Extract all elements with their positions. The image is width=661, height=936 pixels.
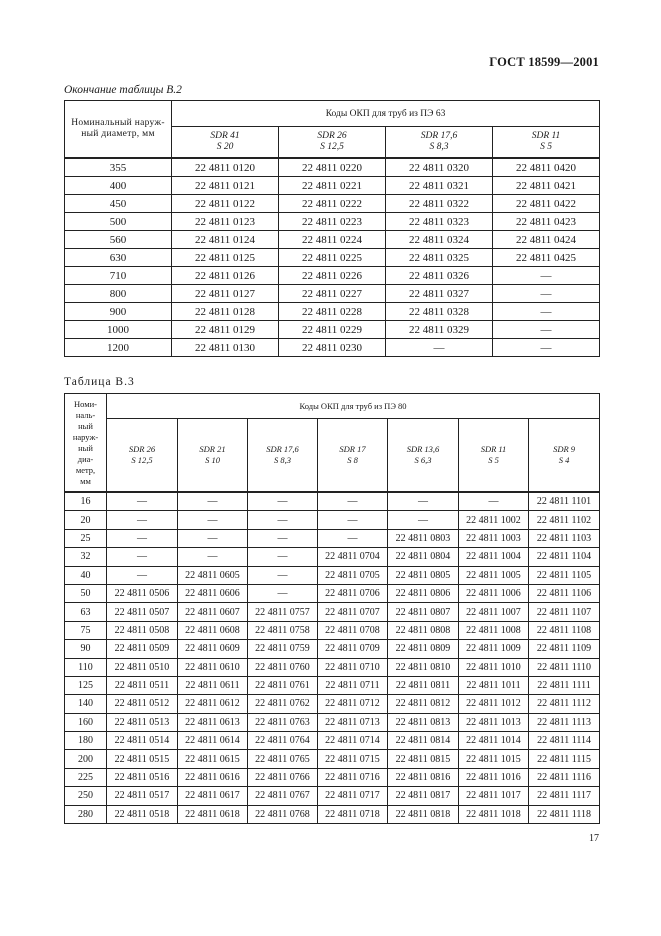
code-cell: 22 4811 0512 (107, 695, 178, 713)
s-label: S 6,3 (414, 455, 432, 465)
code-cell: 22 4811 0764 (248, 732, 318, 750)
code-cell: 22 4811 1005 (459, 566, 529, 584)
code-cell: 22 4811 0766 (248, 768, 318, 786)
code-cell: 22 4811 0758 (248, 621, 318, 639)
code-cell: 22 4811 1016 (459, 768, 529, 786)
table-row (65, 676, 600, 694)
code-cell: 22 4811 0323 (386, 213, 493, 231)
code-cell: 22 4811 0809 (388, 640, 459, 658)
table-row (65, 285, 600, 303)
s-label: S 8,3 (429, 142, 449, 152)
table-row (65, 768, 600, 786)
column-header (493, 127, 600, 159)
code-cell: 22 4811 1101 (529, 492, 600, 511)
code-cell: 22 4811 0515 (107, 750, 178, 768)
code-cell: 22 4811 0816 (388, 768, 459, 786)
code-cell: 22 4811 0617 (178, 787, 248, 805)
diameter-cell: 160 (65, 713, 107, 731)
table-row (65, 303, 600, 321)
diameter-cell: 900 (65, 303, 172, 321)
diameter-cell: 50 (65, 584, 107, 602)
s-label: S 12,5 (320, 142, 344, 152)
code-cell: 22 4811 0606 (178, 584, 248, 602)
code-cell: 22 4811 0324 (386, 231, 493, 249)
code-cell: 22 4811 0222 (279, 195, 386, 213)
code-cell: 22 4811 0761 (248, 676, 318, 694)
code-cell: — (318, 511, 388, 529)
code-cell: 22 4811 0757 (248, 603, 318, 621)
code-cell: 22 4811 0817 (388, 787, 459, 805)
table-row (65, 805, 600, 823)
diameter-cell: 63 (65, 603, 107, 621)
table-row (65, 339, 600, 357)
code-cell: 22 4811 0803 (388, 529, 459, 547)
row-header-line: диа- (77, 453, 94, 464)
code-cell: 22 4811 0517 (107, 787, 178, 805)
diameter-cell: 20 (65, 511, 107, 529)
code-cell: 22 4811 0608 (178, 621, 248, 639)
code-cell: 22 4811 1004 (459, 548, 529, 566)
s-label: S 5 (488, 455, 499, 465)
group-header: Коды ОКП для труб из ПЭ 63 (172, 101, 600, 127)
diameter-cell: 800 (65, 285, 172, 303)
document-header: ГОСТ 18599—2001 (489, 55, 599, 69)
code-cell: 22 4811 1102 (529, 511, 600, 529)
diameter-cell: 200 (65, 750, 107, 768)
code-cell: 22 4811 0614 (178, 732, 248, 750)
code-cell: 22 4811 1013 (459, 713, 529, 731)
sdr-label: SDR 17,6 (420, 131, 458, 141)
code-cell: — (178, 492, 248, 511)
code-cell: 22 4811 1018 (459, 805, 529, 823)
code-cell: 22 4811 1106 (529, 584, 600, 602)
code-cell: — (248, 548, 318, 566)
column-header (386, 127, 493, 159)
code-cell: 22 4811 0128 (172, 303, 279, 321)
code-cell: — (493, 285, 600, 303)
s-label: S 5 (540, 142, 552, 152)
row-header-line: ный (78, 442, 93, 453)
code-cell: 22 4811 0321 (386, 177, 493, 195)
column-header (172, 127, 279, 159)
code-cell: 22 4811 0226 (279, 267, 386, 285)
code-cell: 22 4811 0615 (178, 750, 248, 768)
code-cell: 22 4811 1015 (459, 750, 529, 768)
code-cell: 22 4811 0425 (493, 249, 600, 267)
code-cell: 22 4811 1114 (529, 732, 600, 750)
code-cell: 22 4811 0808 (388, 621, 459, 639)
table-row (65, 267, 600, 285)
table-row (65, 584, 600, 602)
code-cell: 22 4811 1115 (529, 750, 600, 768)
code-cell: 22 4811 0423 (493, 213, 600, 231)
s-label: S 10 (205, 455, 220, 465)
s-label: S 8 (347, 455, 358, 465)
code-cell: 22 4811 0610 (178, 658, 248, 676)
table-row (65, 640, 600, 658)
code-cell: 22 4811 0220 (279, 158, 386, 177)
table-row (65, 158, 600, 177)
code-cell: 22 4811 0124 (172, 231, 279, 249)
code-cell: 22 4811 0612 (178, 695, 248, 713)
code-cell: 22 4811 0122 (172, 195, 279, 213)
code-cell: 22 4811 1103 (529, 529, 600, 547)
code-cell: — (493, 321, 600, 339)
diameter-cell: 400 (65, 177, 172, 195)
table-row (65, 529, 600, 547)
code-cell: 22 4811 1017 (459, 787, 529, 805)
s-label: S 8,3 (274, 455, 291, 465)
code-cell: 22 4811 0605 (178, 566, 248, 584)
code-cell: 22 4811 0422 (493, 195, 600, 213)
code-cell: 22 4811 1008 (459, 621, 529, 639)
code-cell: 22 4811 1007 (459, 603, 529, 621)
code-cell: 22 4811 0706 (318, 584, 388, 602)
diameter-cell: 250 (65, 787, 107, 805)
s-label: S 4 (558, 455, 570, 465)
row-header-line: мм (80, 475, 91, 486)
page-number: 17 (589, 833, 599, 844)
code-cell: 22 4811 0510 (107, 658, 178, 676)
code-cell: 22 4811 1109 (529, 640, 600, 658)
code-cell: — (493, 339, 600, 357)
code-cell: 22 4811 0765 (248, 750, 318, 768)
code-cell: — (107, 511, 178, 529)
table-row (65, 492, 600, 511)
code-cell: 22 4811 1112 (529, 695, 600, 713)
sdr-label: SDR 41 (210, 131, 240, 141)
code-cell: 22 4811 1117 (529, 787, 600, 805)
sdr-label: SDR 13,6 (406, 444, 440, 454)
row-header-line: ный (78, 420, 93, 431)
sdr-label: SDR 17,6 (266, 444, 299, 454)
diameter-cell: 25 (65, 529, 107, 547)
code-cell: 22 4811 0224 (279, 231, 386, 249)
code-cell: — (248, 566, 318, 584)
code-cell: 22 4811 0708 (318, 621, 388, 639)
code-cell: — (107, 529, 178, 547)
sdr-label: SDR 26 (128, 444, 156, 454)
code-cell: 22 4811 0616 (178, 768, 248, 786)
table-row (65, 249, 600, 267)
column-header (178, 419, 248, 493)
code-cell: 22 4811 0811 (388, 676, 459, 694)
code-cell: 22 4811 0618 (178, 805, 248, 823)
code-cell: 22 4811 0327 (386, 285, 493, 303)
code-cell: 22 4811 1116 (529, 768, 600, 786)
column-header (107, 419, 178, 493)
row-header-line: Номинальный наруж- (71, 118, 165, 128)
code-cell: 22 4811 0714 (318, 732, 388, 750)
code-cell: 22 4811 0813 (388, 713, 459, 731)
code-cell: — (107, 548, 178, 566)
column-header (388, 419, 459, 493)
code-cell: 22 4811 0760 (248, 658, 318, 676)
code-cell: 22 4811 0710 (318, 658, 388, 676)
code-cell: — (459, 492, 529, 511)
diameter-cell: 280 (65, 805, 107, 823)
code-cell: — (318, 492, 388, 511)
diameter-cell: 500 (65, 213, 172, 231)
row-header-line: Номи- (74, 398, 97, 409)
code-cell: 22 4811 0707 (318, 603, 388, 621)
table-row (65, 566, 600, 584)
code-cell: — (248, 529, 318, 547)
sdr-label: SDR 11 (531, 131, 561, 141)
column-header (529, 419, 600, 493)
diameter-cell: 1000 (65, 321, 172, 339)
table-row (65, 511, 600, 529)
code-cell: — (248, 584, 318, 602)
code-cell: 22 4811 0420 (493, 158, 600, 177)
row-header-line: ный диаметр, мм (81, 129, 155, 139)
code-cell: 22 4811 0127 (172, 285, 279, 303)
code-cell: 22 4811 0704 (318, 548, 388, 566)
code-cell: 22 4811 0607 (178, 603, 248, 621)
code-cell: 22 4811 0705 (318, 566, 388, 584)
diameter-cell: 140 (65, 695, 107, 713)
code-cell: 22 4811 0807 (388, 603, 459, 621)
code-cell: 22 4811 0120 (172, 158, 279, 177)
code-cell: 22 4811 0815 (388, 750, 459, 768)
code-cell: — (386, 339, 493, 357)
code-cell: — (178, 511, 248, 529)
code-cell: 22 4811 0518 (107, 805, 178, 823)
code-cell: 22 4811 0126 (172, 267, 279, 285)
code-cell: 22 4811 0718 (318, 805, 388, 823)
table2-caption: Таблица В.3 (64, 376, 135, 388)
code-cell: 22 4811 0768 (248, 805, 318, 823)
table-row (65, 750, 600, 768)
code-cell: 22 4811 1003 (459, 529, 529, 547)
table-row (65, 548, 600, 566)
code-cell: — (178, 548, 248, 566)
code-cell: — (388, 511, 459, 529)
s-label: S 12,5 (131, 455, 153, 465)
code-cell: 22 4811 0717 (318, 787, 388, 805)
row-header (65, 394, 107, 493)
code-cell: 22 4811 0810 (388, 658, 459, 676)
code-cell: 22 4811 0322 (386, 195, 493, 213)
diameter-cell: 16 (65, 492, 107, 511)
code-cell: 22 4811 0805 (388, 566, 459, 584)
sdr-label: SDR 21 (199, 444, 226, 454)
diameter-cell: 32 (65, 548, 107, 566)
code-cell: 22 4811 0228 (279, 303, 386, 321)
code-cell: 22 4811 1107 (529, 603, 600, 621)
table-row (65, 787, 600, 805)
table-row (65, 231, 600, 249)
diameter-cell: 90 (65, 640, 107, 658)
code-cell: 22 4811 0762 (248, 695, 318, 713)
table-row (65, 321, 600, 339)
table-row (65, 695, 600, 713)
code-cell: 22 4811 0320 (386, 158, 493, 177)
sdr-label: SDR 11 (480, 444, 507, 454)
row-header-line: наруж- (72, 431, 99, 442)
code-cell: 22 4811 0613 (178, 713, 248, 731)
code-cell: 22 4811 0711 (318, 676, 388, 694)
code-cell: — (248, 511, 318, 529)
code-cell: 22 4811 0818 (388, 805, 459, 823)
code-cell: 22 4811 1111 (529, 676, 600, 694)
diameter-cell: 630 (65, 249, 172, 267)
code-cell: 22 4811 1011 (459, 676, 529, 694)
code-cell: 22 4811 1105 (529, 566, 600, 584)
group-header: Коды ОКП для труб из ПЭ 80 (107, 394, 600, 419)
code-cell: 22 4811 0609 (178, 640, 248, 658)
diameter-cell: 75 (65, 621, 107, 639)
code-cell: 22 4811 0713 (318, 713, 388, 731)
code-cell: — (388, 492, 459, 511)
code-cell: 22 4811 0716 (318, 768, 388, 786)
code-cell: — (318, 529, 388, 547)
diameter-cell: 355 (65, 158, 172, 177)
code-cell: 22 4811 1108 (529, 621, 600, 639)
sdr-label: SDR 17 (339, 444, 366, 454)
code-cell: 22 4811 0709 (318, 640, 388, 658)
code-cell: 22 4811 0329 (386, 321, 493, 339)
diameter-cell: 180 (65, 732, 107, 750)
diameter-cell: 225 (65, 768, 107, 786)
code-cell: 22 4811 0814 (388, 732, 459, 750)
code-cell: 22 4811 0509 (107, 640, 178, 658)
code-cell: 22 4811 0121 (172, 177, 279, 195)
code-cell: 22 4811 0812 (388, 695, 459, 713)
code-cell: — (107, 566, 178, 584)
code-cell: 22 4811 0328 (386, 303, 493, 321)
code-cell: 22 4811 1006 (459, 584, 529, 602)
code-cell: 22 4811 0326 (386, 267, 493, 285)
diameter-cell: 710 (65, 267, 172, 285)
code-cell: 22 4811 0230 (279, 339, 386, 357)
sdr-label: SDR 9 (553, 444, 576, 454)
code-cell: 22 4811 1110 (529, 658, 600, 676)
code-cell: — (248, 492, 318, 511)
row-header-line: наль- (75, 409, 96, 420)
code-cell: — (107, 492, 178, 511)
table-row (65, 195, 600, 213)
diameter-cell: 1200 (65, 339, 172, 357)
sdr-label: SDR 26 (317, 131, 347, 141)
code-cell: 22 4811 0125 (172, 249, 279, 267)
code-cell: 22 4811 0421 (493, 177, 600, 195)
code-cell: 22 4811 0514 (107, 732, 178, 750)
code-cell: 22 4811 1118 (529, 805, 600, 823)
code-cell: 22 4811 1002 (459, 511, 529, 529)
table-row (65, 658, 600, 676)
code-cell: 22 4811 1009 (459, 640, 529, 658)
code-cell: 22 4811 0511 (107, 676, 178, 694)
code-cell: 22 4811 0767 (248, 787, 318, 805)
code-cell: 22 4811 0225 (279, 249, 386, 267)
code-cell: 22 4811 0424 (493, 231, 600, 249)
table-b2-continuation (64, 100, 600, 357)
diameter-cell: 450 (65, 195, 172, 213)
diameter-cell: 110 (65, 658, 107, 676)
code-cell: 22 4811 0221 (279, 177, 386, 195)
code-cell: 22 4811 0123 (172, 213, 279, 231)
code-cell: 22 4811 0804 (388, 548, 459, 566)
code-cell: 22 4811 0227 (279, 285, 386, 303)
code-cell: — (493, 303, 600, 321)
code-cell: — (178, 529, 248, 547)
table-row (65, 213, 600, 231)
table-b3 (64, 393, 600, 824)
code-cell: 22 4811 0513 (107, 713, 178, 731)
code-cell: 22 4811 0806 (388, 584, 459, 602)
column-header (318, 419, 388, 493)
code-cell: — (493, 267, 600, 285)
code-cell: 22 4811 1012 (459, 695, 529, 713)
table-row (65, 732, 600, 750)
code-cell: 22 4811 0223 (279, 213, 386, 231)
table-row (65, 603, 600, 621)
diameter-cell: 560 (65, 231, 172, 249)
code-cell: 22 4811 1010 (459, 658, 529, 676)
code-cell: 22 4811 0130 (172, 339, 279, 357)
column-header (248, 419, 318, 493)
code-cell: 22 4811 0229 (279, 321, 386, 339)
row-header (65, 101, 172, 159)
table-row (65, 713, 600, 731)
code-cell: 22 4811 1113 (529, 713, 600, 731)
column-header (279, 127, 386, 159)
code-cell: 22 4811 0508 (107, 621, 178, 639)
code-cell: 22 4811 0712 (318, 695, 388, 713)
s-label: S 20 (216, 142, 234, 152)
table-row (65, 621, 600, 639)
code-cell: 22 4811 0763 (248, 713, 318, 731)
code-cell: 22 4811 0759 (248, 640, 318, 658)
code-cell: 22 4811 0129 (172, 321, 279, 339)
diameter-cell: 40 (65, 566, 107, 584)
code-cell: 22 4811 0611 (178, 676, 248, 694)
row-header-line: метр, (75, 464, 96, 475)
code-cell: 22 4811 0325 (386, 249, 493, 267)
table1-caption: Окончание таблицы В.2 (64, 84, 182, 96)
code-cell: 22 4811 0506 (107, 584, 178, 602)
table-row (65, 177, 600, 195)
code-cell: 22 4811 1104 (529, 548, 600, 566)
code-cell: 22 4811 0516 (107, 768, 178, 786)
diameter-cell: 125 (65, 676, 107, 694)
code-cell: 22 4811 1014 (459, 732, 529, 750)
column-header (459, 419, 529, 493)
code-cell: 22 4811 0507 (107, 603, 178, 621)
code-cell: 22 4811 0715 (318, 750, 388, 768)
